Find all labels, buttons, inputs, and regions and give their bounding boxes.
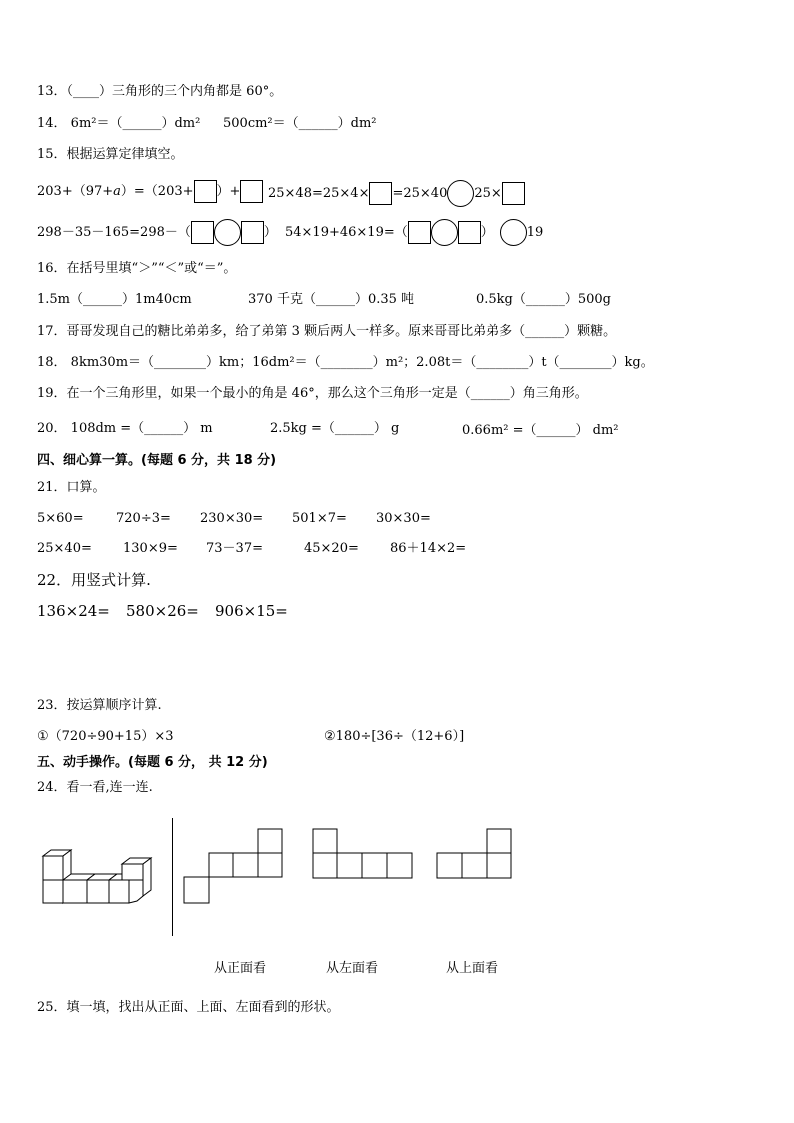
expr-text: ）+ [216, 184, 241, 199]
answer-box[interactable] [240, 180, 263, 203]
oral-calc-item: 45×20= [304, 541, 359, 556]
question-15-title: 15．根据运算定律填空。 [37, 147, 184, 162]
question-21-title: 21．口算。 [37, 480, 106, 495]
label-left-view: 从左面看 [326, 961, 379, 976]
question-15-line1-left [37, 180, 263, 204]
question-17: 17．哥哥发现自己的糖比弟弟多，给了弟第 3 颗后两人一样多。原来哥哥比弟弟多（______）颗糖。 [37, 324, 617, 339]
oral-calc-item: 130×9= [123, 541, 178, 556]
answer-box[interactable] [369, 182, 392, 205]
question-23-b: ②180÷[36÷（12+6）] [324, 729, 465, 744]
question-18: 18． 8km30m＝（________）km；16dm²＝（________）m²；2.08t＝（________）t（________）kg。 [37, 355, 654, 370]
view-option-3[interactable] [435, 828, 515, 882]
operator-circle[interactable] [500, 219, 527, 246]
question-13: 13．（____）三角形的三个内角都是 60°。 [37, 84, 283, 99]
question-14-b: 500cm²＝（______）dm² [223, 116, 377, 131]
label-top-view: 从上面看 [446, 961, 499, 976]
expr-text: 19 [526, 225, 544, 240]
expr-text: ）=（203+ [120, 184, 194, 199]
question-24-title: 24．看一看,连一连. [37, 780, 153, 795]
question-23-a: ①（720÷90+15）×3 [37, 729, 174, 744]
view-option-1[interactable] [182, 828, 284, 906]
oral-calc-item: 73－37= [206, 541, 263, 556]
vertical-calc-item: 136×24= [37, 602, 110, 620]
vertical-calc-item: 580×26= [126, 602, 199, 620]
oral-calc-item: 25×40= [37, 541, 92, 556]
answer-box[interactable] [191, 221, 214, 244]
question-16-c: 0.5kg（______）500g [476, 292, 612, 307]
answer-box[interactable] [408, 221, 431, 244]
cube-solid-figure [38, 848, 158, 908]
oral-calc-item: 720÷3= [116, 511, 171, 526]
answer-box[interactable] [241, 221, 264, 244]
section-5-heading: 五、动手操作。(每题 6 分， 共 12 分) [37, 755, 268, 770]
question-23-title: 23．按运算顺序计算. [37, 698, 162, 713]
label-front-view: 从正面看 [214, 961, 267, 976]
question-15-line2-left [37, 219, 277, 246]
variable-a: a [113, 184, 121, 199]
vertical-calc-item: 906×15= [215, 602, 288, 620]
oral-calc-item: 86＋14×2= [390, 541, 467, 556]
question-16-a: 1.5m（______）1m40cm [37, 292, 192, 307]
question-15-line2-right [285, 219, 543, 246]
vertical-divider [172, 818, 173, 936]
expr-text: 54×19+46×19=（ [285, 225, 408, 240]
question-14-a: 14． 6m²＝（______）dm² [37, 116, 201, 131]
operator-circle[interactable] [214, 219, 241, 246]
question-22-title: 22．用竖式计算. [37, 571, 151, 589]
operator-circle[interactable] [431, 219, 458, 246]
oral-calc-item: 30×30= [376, 511, 431, 526]
answer-box[interactable] [194, 180, 217, 203]
answer-box[interactable] [502, 182, 525, 205]
expr-text: 203+（97+ [37, 184, 114, 199]
question-16-b: 370 千克（______）0.35 吨 [248, 292, 415, 307]
expr-text: 298－35－165=298－（ [37, 225, 191, 240]
oral-calc-item: 501×7= [292, 511, 347, 526]
expr-text: 25× [474, 186, 502, 201]
operator-circle[interactable] [447, 180, 474, 207]
section-4-heading: 四、细心算一算。(每题 6 分，共 18 分) [37, 453, 277, 468]
question-20-c: 0.66m² =（______） dm² [462, 423, 619, 438]
question-25: 25．填一填，找出从正面、上面、左面看到的形状。 [37, 1000, 340, 1015]
oral-calc-item: 230×30= [200, 511, 264, 526]
question-20-b: 2.5kg =（______） g [270, 421, 400, 436]
oral-calc-item: 5×60= [37, 511, 84, 526]
expr-text: =25×40 [392, 186, 448, 201]
question-16-title: 16．在括号里填“＞”“＜”或“＝”。 [37, 261, 237, 276]
question-19: 19．在一个三角形里，如果一个最小的角是 46°，那么这个三角形一定是（______）角三角形。 [37, 386, 588, 401]
question-20-a: 20． 108dm =（______） m [37, 421, 213, 436]
question-15-line1-right [268, 180, 525, 204]
expr-text: 25×48=25×4× [268, 186, 370, 201]
expr-text: ） [263, 225, 277, 240]
answer-box[interactable] [458, 221, 481, 244]
expr-text: ） [480, 225, 494, 240]
view-option-2[interactable] [312, 828, 414, 882]
